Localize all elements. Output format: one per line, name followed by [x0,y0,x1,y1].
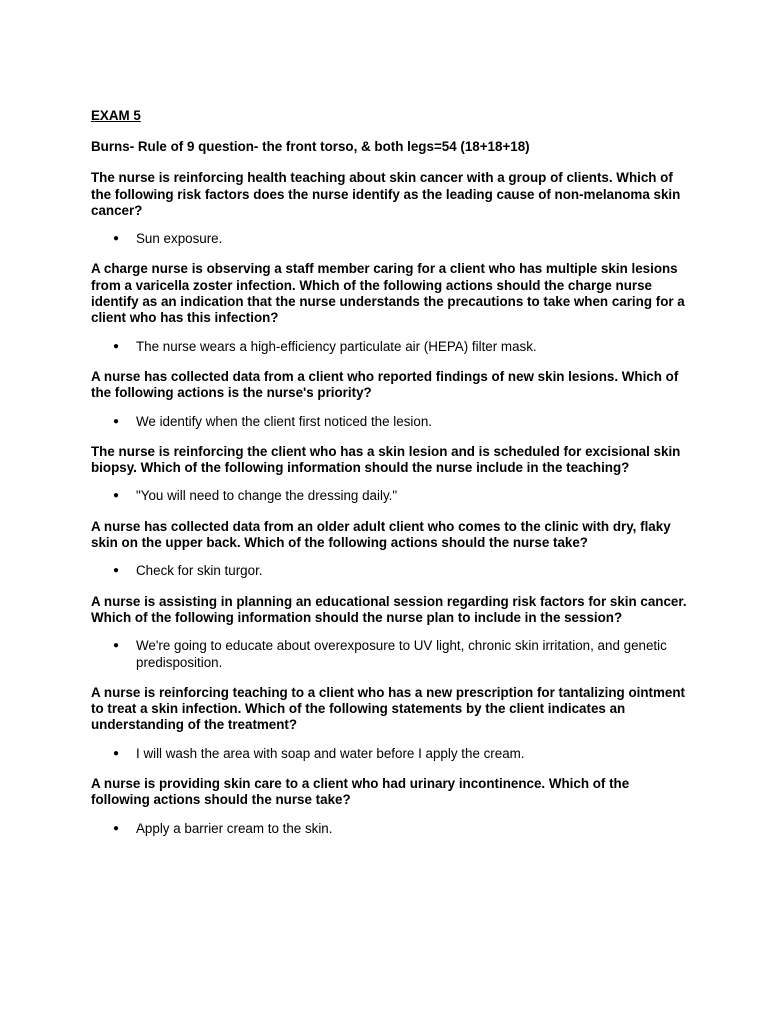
question-text: The nurse is reinforcing health teaching about skin cancer with a group of clients. Which of the following risk factors does the nurse identify as the leading cause of non-melanoma skin cancer? [91,170,681,218]
question-text: The nurse is reinforcing the client who has a skin lesion and is scheduled for excisional skin biopsy. Which of the following information should the nurse include in the teaching? [91,443,681,476]
question-block [91,261,691,354]
bullet-icon: ● [113,640,120,652]
answer-item [91,488,691,504]
document-content [91,107,691,851]
question-block [91,519,691,580]
bullet-icon: ● [113,747,120,759]
answer-item [91,231,691,247]
bullet-icon: ● [113,233,120,245]
bullet-icon: ● [113,415,120,427]
burns-rule-of-nine-note: Burns- Rule of 9 question- the front torso, & both legs=54 (18+18+18) [91,139,530,154]
answer-list [91,339,691,355]
answer-text: Sun exposure. [136,231,223,247]
answer-list [91,746,691,762]
question-text: A nurse has collected data from an older adult client who comes to the clinic with dry, flaky skin on the upper back. Which of the following actions should the nurse take? [91,518,671,551]
answer-list [91,638,691,671]
question-text: A charge nurse is observing a staff member caring for a client who has multiple skin lesions from a varicella zoster infection. Which of the following actions should the charge nurse identify as an indication that the nurse understands the precautions to take when caring for a client who has this infection? [91,261,685,326]
question-block [91,444,691,505]
answer-item [91,746,691,762]
answer-item [91,563,691,579]
answer-text: We identify when the client first noticed the lesion. [136,413,432,429]
answer-text: I will wash the area with soap and water before I apply the cream. [136,745,525,761]
question-block [91,369,691,430]
question-block [91,685,691,762]
answer-text: We're going to educate about overexposure to UV light, chronic skin irritation, and genetic predisposition. [136,638,667,670]
answer-text: Check for skin turgor. [136,563,263,579]
question-text: A nurse has collected data from a client who reported findings of new skin lesions. Which of the following actions is the nurse's priority? [91,368,679,401]
answer-list [91,821,691,837]
question-block [91,170,691,247]
bullet-icon: ● [113,340,120,352]
question-text: A nurse is assisting in planning an educational session regarding risk factors for skin cancer. Which of the following information should the nurse plan to include in the session? [91,593,687,625]
question-text: A nurse is reinforcing teaching to a client who has a new prescription for tantalizing ointment to treat a skin infection. Which of the following statements by the client indicates an understanding of the treatment? [91,684,685,733]
answer-list [91,488,691,504]
exam-title: EXAM 5 [91,108,141,123]
answer-item [91,638,691,671]
bullet-icon: ● [113,822,120,834]
answer-text: "You will need to change the dressing daily." [136,488,398,504]
answer-list [91,563,691,579]
answer-text: Apply a barrier cream to the skin. [136,820,333,836]
question-block [91,776,691,837]
answer-list [91,414,691,430]
answer-item [91,414,691,430]
bullet-icon: ● [113,565,120,577]
answer-list [91,231,691,247]
answer-item [91,821,691,837]
question-block [91,594,691,671]
answer-item [91,339,691,355]
question-text: A nurse is providing skin care to a client who had urinary incontinence. Which of the following actions should the nurse take? [91,776,630,808]
bullet-icon: ● [113,490,120,502]
answer-text: The nurse wears a high-efficiency particulate air (HEPA) filter mask. [136,338,537,354]
